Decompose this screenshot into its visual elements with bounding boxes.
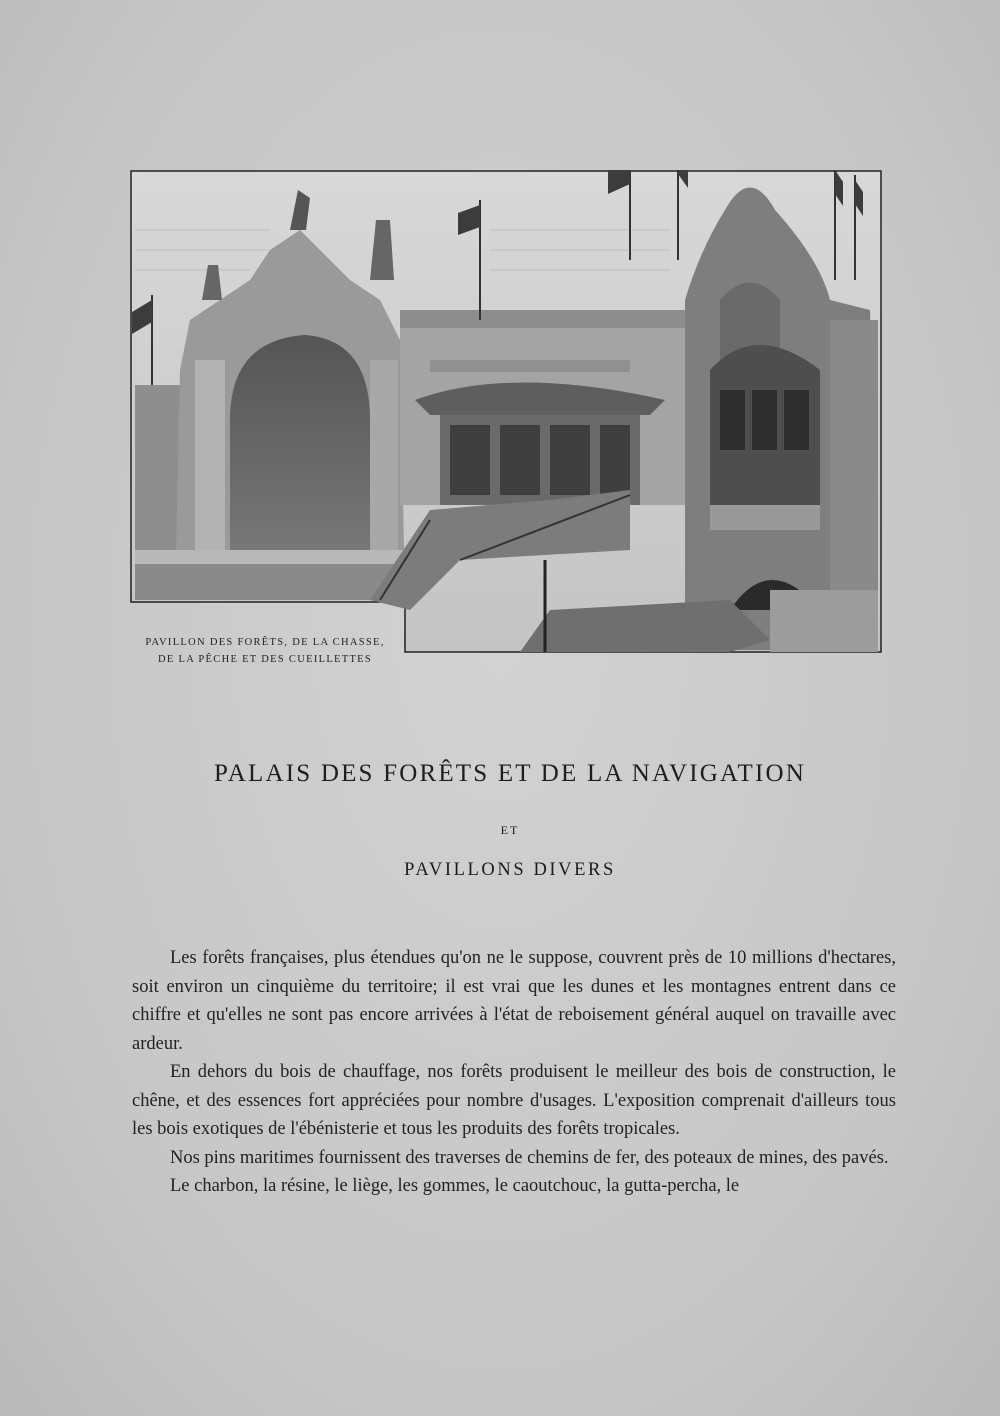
paragraph: En dehors du bois de chauffage, nos forêts produisent le meilleur des bois de construction, le chêne, et des essences fort appréciées pour nombre d'usages. L'exposition comprenait d'ailleurs tous les bois exotiques de l'ébénisterie et tous les produits des forêts tropicales. — [132, 1062, 896, 1139]
illustration-caption — [134, 634, 396, 668]
paragraph: Les forêts françaises, plus étendues qu'on ne le suppose, couvrent près de 10 millions d'hectares, soit environ un cinquième du territoire; il est vrai que les dunes et les montagnes entrent dans ce chiffre et qu'elles ne sont pas encore arrivées à l'état de reboisement général auquel on travaille avec ardeur. — [132, 948, 896, 1054]
caption-line-2: DE LA PÊCHE ET DES CUEILLETTES — [157, 654, 373, 665]
chapter-title: PALAIS DES FORÊTS ET DE LA NAVIGATION — [213, 760, 807, 787]
caption-line-1: PAVILLON DES FORÊTS, DE LA CHASSE, — [145, 637, 385, 648]
pavilion-illustration — [130, 170, 882, 660]
title-conjunction: ET — [500, 823, 520, 837]
body-text — [132, 944, 896, 1201]
paragraph: Le charbon, la résine, le liège, les gommes, le caoutchouc, la gutta-percha, le — [170, 1176, 740, 1196]
paragraph: Nos pins maritimes fournissent des traverses de chemins de fer, des poteaux de mines, des pavés. — [170, 1147, 889, 1168]
chapter-subtitle: PAVILLONS DIVERS — [404, 860, 616, 880]
